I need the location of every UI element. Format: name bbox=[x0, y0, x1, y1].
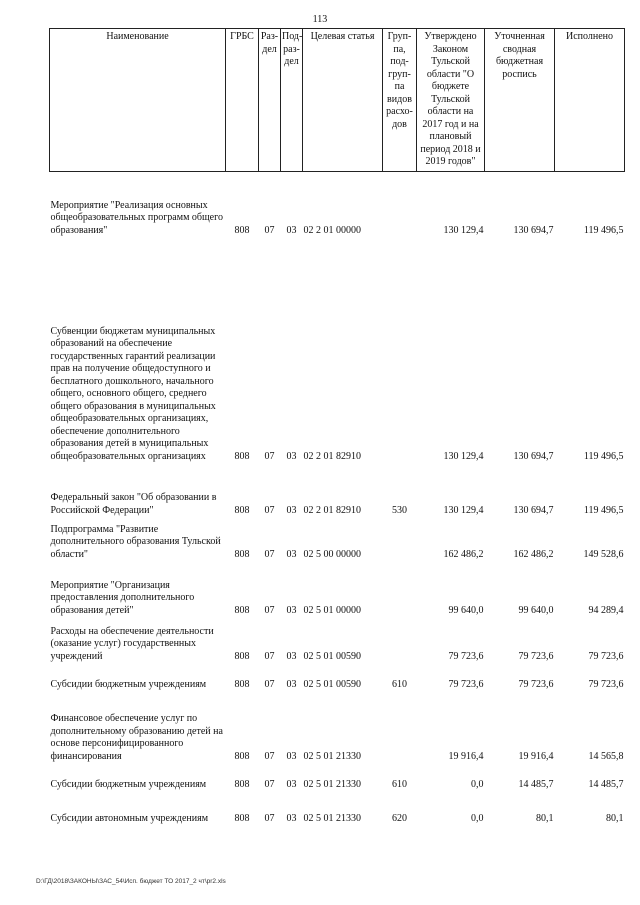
row-executed: 119 496,5 bbox=[583, 224, 624, 236]
row-name: Подпрограмма "Развитие дополнительного образования Тульской области" bbox=[50, 523, 221, 560]
row-approved: 79 723,6 bbox=[448, 650, 484, 662]
row-executed: 80,1 bbox=[606, 812, 624, 824]
row-grbs: 808 bbox=[234, 450, 250, 462]
row-refined: 79 723,6 bbox=[518, 678, 554, 690]
row-refined: 80,1 bbox=[536, 812, 554, 824]
row-target: 02 2 01 82910 bbox=[303, 450, 361, 462]
row-name: Субсидии автономным учреждениям bbox=[50, 812, 209, 824]
row-expense-group bbox=[383, 691, 417, 763]
table-row bbox=[50, 561, 625, 617]
row-refined: 130 694,7 bbox=[513, 450, 554, 462]
row-expense-group bbox=[383, 561, 417, 617]
budget-execution-table bbox=[49, 28, 625, 825]
row-grbs: 808 bbox=[234, 778, 250, 790]
row-subsection: 03 bbox=[286, 604, 297, 616]
row-approved: 0,0 bbox=[471, 778, 484, 790]
row-name: Мероприятие "Реализация основных общеобразовательных программ общего образования" bbox=[50, 199, 223, 236]
row-name: Федеральный закон "Об образовании в Российской Федерации" bbox=[50, 492, 217, 516]
table-body bbox=[50, 171, 625, 825]
row-name: Финансовое обеспечение услуг по дополнительному образованию детей на основе персонифицированного финансирования bbox=[50, 713, 223, 762]
row-target: 02 5 01 21330 bbox=[303, 778, 361, 790]
row-refined: 130 694,7 bbox=[513, 504, 554, 516]
row-grbs: 808 bbox=[234, 504, 250, 516]
table-header-row bbox=[50, 29, 625, 172]
row-target: 02 5 00 00000 bbox=[303, 548, 361, 560]
row-refined: 99 640,0 bbox=[518, 604, 554, 616]
table-row bbox=[50, 791, 625, 825]
row-grbs: 808 bbox=[234, 812, 250, 824]
row-approved: 99 640,0 bbox=[448, 604, 484, 616]
row-approved: 130 129,4 bbox=[443, 450, 484, 462]
row-target: 02 2 01 00000 bbox=[303, 224, 361, 236]
row-subsection: 03 bbox=[286, 812, 297, 824]
row-refined: 162 486,2 bbox=[513, 548, 554, 560]
row-approved: 79 723,6 bbox=[448, 678, 484, 690]
header-subsection: Под-раз-дел bbox=[281, 29, 303, 172]
header-name: Наименование bbox=[50, 29, 226, 172]
row-grbs: 808 bbox=[234, 604, 250, 616]
header-approved: Утверждено Законом Тульской области "О бюджете Тульской области на 2017 год и на плановый период 2018 и 2019 годов" bbox=[417, 29, 485, 172]
table-row bbox=[50, 171, 625, 237]
row-refined: 130 694,7 bbox=[513, 224, 554, 236]
row-executed: 79 723,6 bbox=[588, 650, 624, 662]
header-section: Раз-дел bbox=[259, 29, 281, 172]
table-row bbox=[50, 691, 625, 763]
row-section: 07 bbox=[264, 778, 275, 790]
row-subsection: 03 bbox=[286, 650, 297, 662]
header-target: Целевая статья bbox=[303, 29, 383, 172]
row-name: Мероприятие "Организация предоставления дополнительного образования детей" bbox=[50, 579, 195, 616]
row-name: Субсидии бюджетным учреждениям bbox=[50, 778, 207, 790]
row-section: 07 bbox=[264, 650, 275, 662]
row-section: 07 bbox=[264, 750, 275, 762]
table-row bbox=[50, 617, 625, 663]
row-refined: 19 916,4 bbox=[518, 750, 554, 762]
row-expense-group: 620 bbox=[392, 812, 407, 824]
row-name: Субсидии бюджетным учреждениям bbox=[50, 678, 207, 690]
row-target: 02 5 01 00590 bbox=[303, 678, 361, 690]
row-expense-group bbox=[383, 517, 417, 561]
row-expense-group bbox=[383, 237, 417, 463]
row-executed: 14 565,8 bbox=[588, 750, 624, 762]
row-name: Субвенции бюджетам муниципальных образований на обеспечение государственных гарантий реализации прав на получение общедоступного и бесплатного дошкольного, начального общего, основного общего, среднего общего образования в муниципальных общеобразовательных организациях, обеспечение дополнительного образования детей в муниципальных общеобразовательных организациях bbox=[50, 325, 216, 462]
row-executed: 14 485,7 bbox=[588, 778, 624, 790]
row-subsection: 03 bbox=[286, 548, 297, 560]
row-subsection: 03 bbox=[286, 504, 297, 516]
row-subsection: 03 bbox=[286, 450, 297, 462]
row-section: 07 bbox=[264, 604, 275, 616]
row-approved: 130 129,4 bbox=[443, 224, 484, 236]
table-row bbox=[50, 463, 625, 517]
table-row bbox=[50, 237, 625, 463]
row-subsection: 03 bbox=[286, 750, 297, 762]
row-approved: 130 129,4 bbox=[443, 504, 484, 516]
row-target: 02 5 01 00000 bbox=[303, 604, 361, 616]
row-grbs: 808 bbox=[234, 750, 250, 762]
row-subsection: 03 bbox=[286, 224, 297, 236]
row-approved: 0,0 bbox=[471, 812, 484, 824]
row-section: 07 bbox=[264, 450, 275, 462]
row-grbs: 808 bbox=[234, 224, 250, 236]
row-section: 07 bbox=[264, 504, 275, 516]
row-executed: 119 496,5 bbox=[583, 450, 624, 462]
header-refined: Уточненная сводная бюджетная роспись bbox=[485, 29, 555, 172]
row-target: 02 5 01 21330 bbox=[303, 750, 361, 762]
row-target: 02 2 01 82910 bbox=[303, 504, 361, 516]
table-row bbox=[50, 763, 625, 791]
row-section: 07 bbox=[264, 678, 275, 690]
header-expense-group: Груп-па, под-груп-па видов расхо-дов bbox=[383, 29, 417, 172]
row-subsection: 03 bbox=[286, 678, 297, 690]
table-row bbox=[50, 663, 625, 691]
row-expense-group: 610 bbox=[392, 678, 407, 690]
row-refined: 14 485,7 bbox=[518, 778, 554, 790]
row-section: 07 bbox=[264, 548, 275, 560]
row-executed: 149 528,6 bbox=[583, 548, 624, 560]
row-subsection: 03 bbox=[286, 778, 297, 790]
row-grbs: 808 bbox=[234, 678, 250, 690]
row-approved: 19 916,4 bbox=[448, 750, 484, 762]
row-grbs: 808 bbox=[234, 650, 250, 662]
row-target: 02 5 01 00590 bbox=[303, 650, 361, 662]
row-expense-group: 610 bbox=[392, 778, 407, 790]
row-approved: 162 486,2 bbox=[443, 548, 484, 560]
row-refined: 79 723,6 bbox=[518, 650, 554, 662]
row-executed: 94 289,4 bbox=[588, 604, 624, 616]
page-number: 113 bbox=[312, 14, 328, 25]
row-name: Расходы на обеспечение деятельности (оказание услуг) государственных учреждений bbox=[50, 625, 214, 662]
row-expense-group bbox=[383, 171, 417, 237]
header-executed: Исполнено bbox=[555, 29, 625, 172]
row-section: 07 bbox=[264, 224, 275, 236]
header-grbs: ГРБС bbox=[226, 29, 259, 172]
file-path-footer: D:\ГД\2018\ЗАКОНЫ\ЗАС_54\Исп. бюджет ТО 2017_2 чт\pr2.xls bbox=[36, 878, 226, 885]
row-section: 07 bbox=[264, 812, 275, 824]
row-executed: 119 496,5 bbox=[583, 504, 624, 516]
table-row bbox=[50, 517, 625, 561]
row-grbs: 808 bbox=[234, 548, 250, 560]
row-target: 02 5 01 21330 bbox=[303, 812, 361, 824]
row-expense-group bbox=[383, 617, 417, 663]
row-expense-group: 530 bbox=[392, 504, 407, 516]
row-executed: 79 723,6 bbox=[588, 678, 624, 690]
